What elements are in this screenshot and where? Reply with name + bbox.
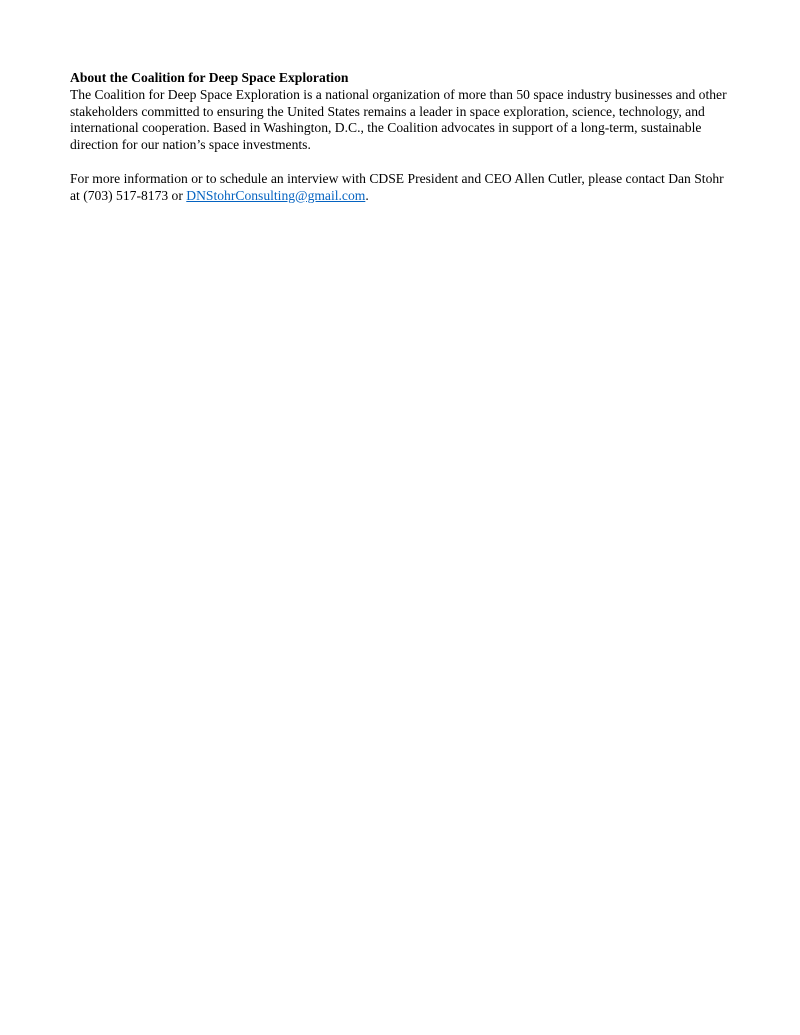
contact-text-after-link: . — [365, 187, 369, 203]
contact-text-before-link: For more information or to schedule an interview with CDSE President and CEO Allen Cutler, please contact Dan Stohr at (703) 517-8173 or — [70, 170, 724, 203]
about-paragraph: The Coalition for Deep Space Exploration is a national organization of more than 50 space industry businesses and other stakeholders committed to ensuring the United States remains a leader in space exploration, science, technology, and international cooperation. Based in Washington, D.C., the Coalition advocates in support of a long-term, sustainable direction for our nation’s space investments. — [70, 86, 727, 153]
section-heading: About the Coalition for Deep Space Exploration — [70, 70, 349, 85]
contact-paragraph — [70, 171, 732, 205]
email-link[interactable]: DNStohrConsulting@gmail.com — [186, 187, 366, 203]
